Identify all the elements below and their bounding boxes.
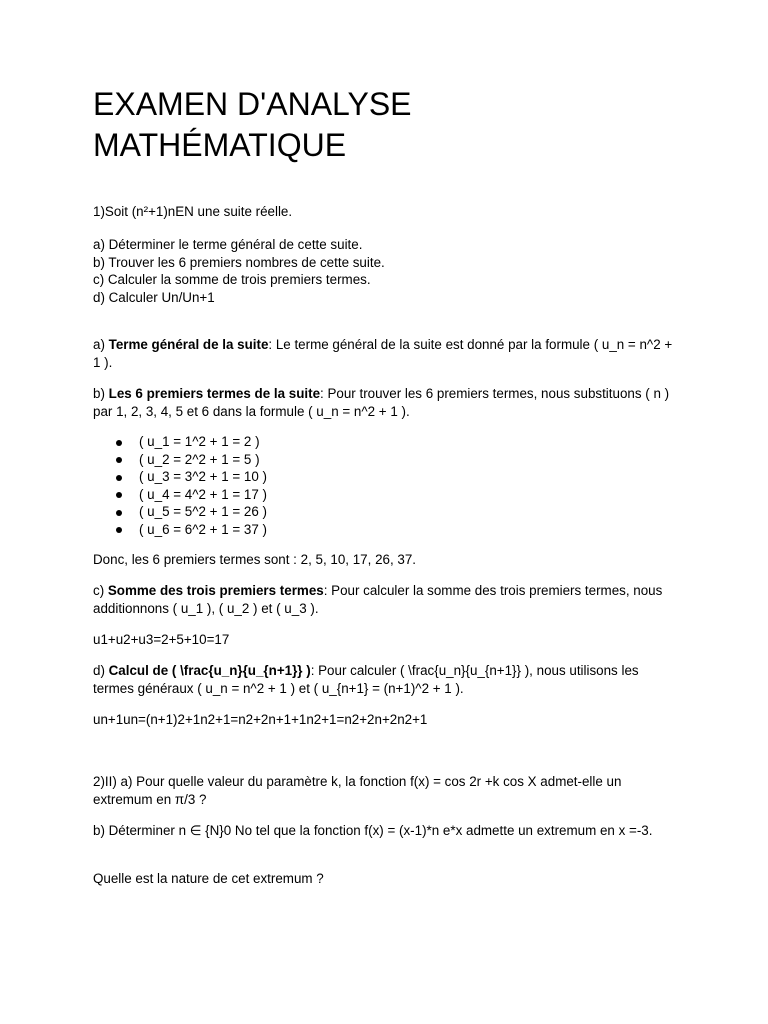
list-item bbox=[93, 468, 267, 486]
answer-d-heading: Calcul de ( \frac{u_n}{u_{n+1}} ) bbox=[108, 663, 311, 678]
answer-a bbox=[93, 336, 683, 371]
answer-d-result: un+1un=(n+1)2+1n2+1=n2+2n+1+1n2+1=n2+2n+2n2+1 bbox=[93, 712, 428, 727]
bullet-icon bbox=[116, 475, 122, 481]
question-2a: 2)II) a) Pour quelle valeur du paramètre k, la fonction f(x) = cos 2r +k cos X admet-elle un extremum en π/3 ? bbox=[93, 774, 622, 807]
question-1b: b) Trouver les 6 premiers nombres de cette suite. bbox=[93, 254, 385, 270]
answer-c-text: : Pour calculer la somme des trois premiers termes, nous additionnons ( u_1 ), ( u_2 ) et ( u_3 ). bbox=[93, 583, 663, 616]
answer-b bbox=[93, 385, 683, 420]
answer-c-heading: Somme des trois premiers termes bbox=[107, 583, 324, 598]
list-item bbox=[93, 521, 267, 539]
bullet-icon bbox=[116, 440, 122, 446]
term-3: ( u_3 = 3^2 + 1 = 10 ) bbox=[139, 469, 268, 484]
list-item bbox=[93, 486, 267, 504]
terms-summary: Donc, les 6 premiers termes sont : 2, 5, 10, 17, 26, 37. bbox=[93, 552, 417, 567]
term-2: ( u_2 = 2^2 + 1 = 5 ) bbox=[139, 451, 260, 467]
answer-a-text: : Le terme général de la suite est donné par la formule ( u_n = n^2 + 1 ). bbox=[93, 337, 673, 370]
answer-d-prefix: d) bbox=[93, 663, 109, 678]
bullet-icon bbox=[116, 492, 122, 498]
term-4: ( u_4 = 4^2 + 1 = 17 ) bbox=[139, 486, 268, 502]
question-1c: c) Calculer la somme de trois premiers termes. bbox=[93, 272, 371, 287]
answer-b-text: : Pour trouver les 6 premiers termes, nous substituons ( n ) par 1, 2, 3, 4, 5 et 6 dans la formule ( u_n = n^2 + 1 ). bbox=[93, 386, 670, 419]
answer-b-heading: Les 6 premiers termes de la suite bbox=[108, 386, 321, 401]
answer-c-result: u1+u2+u3=2+5+10=17 bbox=[93, 632, 230, 647]
question-2c: Quelle est la nature de cet extremum ? bbox=[93, 871, 324, 886]
term-1: ( u_1 = 1^2 + 1 = 2 ) bbox=[139, 434, 260, 449]
list-item bbox=[93, 433, 267, 451]
answer-c-prefix: c) bbox=[93, 583, 108, 598]
bullet-icon bbox=[116, 527, 122, 533]
question-1-intro: 1)Soit (n²+1)nEN une suite réelle. bbox=[93, 204, 293, 219]
terms-list bbox=[93, 433, 267, 538]
title-line-2: MATHÉMATIQUE bbox=[93, 127, 347, 163]
answer-a-heading: Terme général de la suite bbox=[108, 337, 269, 352]
question-2b: b) Déterminer n ∈ {N}0 No tel que la fonction f(x) = (x-1)*n e*x admette un extremum en x =-3. bbox=[93, 823, 653, 838]
term-5: ( u_5 = 5^2 + 1 = 26 ) bbox=[139, 504, 268, 519]
term-6: ( u_6 = 6^2 + 1 = 37 ) bbox=[139, 521, 268, 537]
answer-a-prefix: a) bbox=[93, 337, 109, 352]
question-1d: d) Calculer Un/Un+1 bbox=[93, 289, 215, 305]
answer-d bbox=[93, 662, 683, 697]
title-line-1: EXAMEN D'ANALYSE bbox=[93, 86, 412, 122]
answer-c bbox=[93, 582, 683, 617]
question-1a: a) Déterminer le terme général de cette suite. bbox=[93, 237, 363, 252]
page-title bbox=[93, 84, 693, 166]
list-item bbox=[93, 503, 267, 521]
bullet-icon bbox=[116, 457, 122, 463]
answer-d-text: : Pour calculer ( \frac{u_n}{u_{n+1}} ), nous utilisons les termes généraux ( u_n = n^2 + 1 ) et ( u_{n+1} = (n+1)^2 + 1 ). bbox=[93, 663, 639, 696]
bullet-icon bbox=[116, 510, 122, 516]
answer-b-prefix: b) bbox=[93, 386, 109, 401]
list-item bbox=[93, 451, 267, 469]
